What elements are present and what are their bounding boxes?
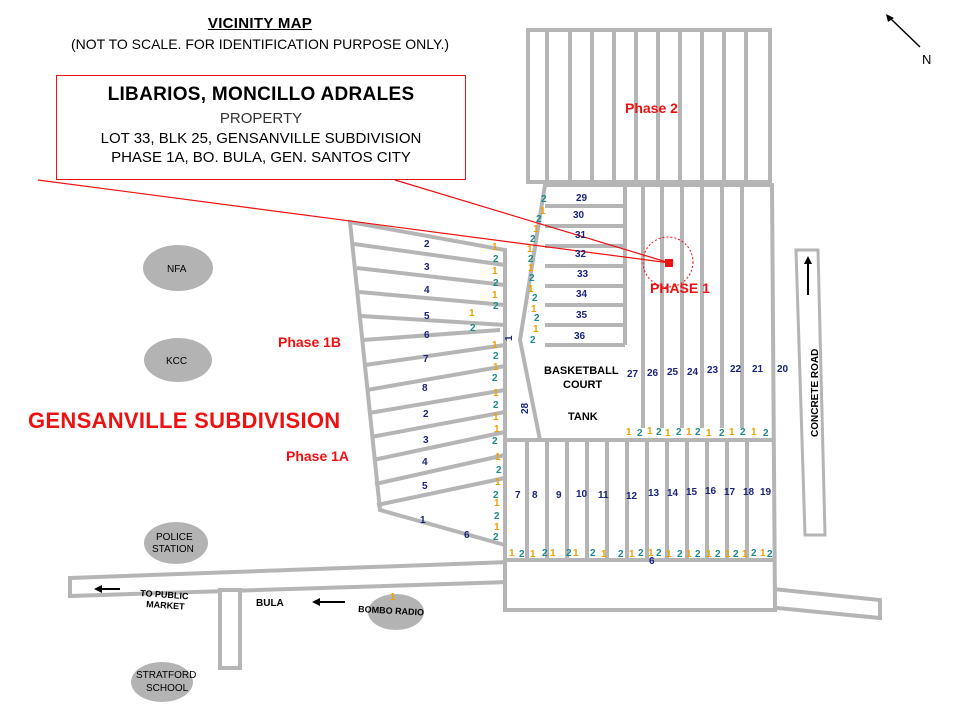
bombo-radio-label: BOMBO RADIO	[357, 604, 425, 618]
sublot-marker: 1	[550, 548, 556, 559]
sublot-marker: 2	[496, 465, 502, 476]
subdivision-label: GENSANVILLE SUBDIVISION	[28, 408, 341, 433]
sublot-marker: 1	[495, 477, 501, 488]
lot-number: 27	[627, 369, 639, 380]
stratford-school-marker	[131, 662, 193, 702]
sublot-marker: 2	[519, 549, 525, 560]
sublot-marker: 2	[470, 323, 476, 334]
phase-address: PHASE 1A, BO. BULA, GEN. SANTOS CITY	[111, 149, 411, 166]
sublot-marker: 2	[656, 427, 662, 438]
lot-number: 2	[424, 239, 430, 250]
sublot-marker: 2	[493, 301, 499, 312]
lot-number: 6	[464, 530, 470, 541]
sublot-marker: 1	[725, 549, 731, 560]
sublot-marker: 2	[751, 548, 757, 559]
sublot-marker: 1	[493, 388, 499, 399]
sublot-marker: 1	[729, 427, 735, 438]
lot-number: 11	[598, 490, 609, 501]
bula-label: BULA	[256, 598, 284, 609]
lot-number: 5	[422, 481, 428, 492]
sublot-marker: 1	[626, 427, 632, 438]
kcc-label: KCC	[166, 356, 188, 367]
property-callout-box	[56, 75, 466, 180]
sublot-marker: 1	[494, 498, 500, 509]
sublot-marker: 1	[509, 548, 515, 559]
phase-1a-label: Phase 1A	[286, 448, 350, 464]
sublot-marker: 2	[590, 548, 596, 559]
sublot-marker: 2	[536, 214, 542, 225]
lot-number: 34	[576, 289, 588, 300]
sublot-marker: 1	[494, 522, 500, 533]
sublot-marker: 1	[629, 549, 635, 560]
sublot-marker: 2	[715, 549, 721, 560]
sublot-marker: 2	[528, 254, 534, 265]
lot-number: 17	[724, 487, 736, 498]
lot-number: 25	[667, 367, 679, 378]
sublot-marker: 2	[566, 548, 572, 559]
sublot-marker: 1	[492, 340, 498, 351]
public-market-label-line1: TO PUBLIC	[139, 588, 189, 602]
lot-description: LOT 33, BLK 25, GENSANVILLE SUBDIVISION	[100, 130, 422, 147]
sublot-marker: 2	[763, 428, 769, 439]
sublot-marker: 1	[686, 427, 692, 438]
sublot-marker: 2	[529, 273, 535, 284]
lot-number: 3	[424, 262, 430, 273]
sublot-marker: 2	[719, 428, 725, 439]
sublot-marker: 2	[493, 254, 499, 265]
sublot-marker: 2	[638, 548, 644, 559]
stratford-label-line2: SCHOOL	[146, 683, 189, 694]
sublot-marker: 2	[493, 490, 499, 501]
sublot-marker: 1	[528, 263, 534, 274]
sublot-marker: 1	[666, 549, 672, 560]
sublot-marker: 1	[493, 412, 499, 423]
lot-number: 14	[667, 488, 679, 499]
sublot-marker: 2	[695, 427, 701, 438]
sublot-marker: 2	[733, 549, 739, 560]
sublot-marker: 1	[601, 549, 607, 560]
sublot-marker: 2	[740, 427, 746, 438]
sublot-marker: 2	[493, 351, 499, 362]
lot-number: 18	[743, 487, 755, 498]
lot-number: 33	[577, 269, 589, 280]
sublot-marker: 1	[493, 362, 499, 373]
lot-number: 28	[520, 402, 531, 414]
lot-number: 1	[420, 515, 426, 526]
sublot-marker: 2	[492, 436, 498, 447]
lot-number: 2	[423, 409, 429, 420]
lot-number: 6	[424, 330, 430, 341]
nfa-label: NFA	[167, 264, 187, 275]
sublot-marker: 1	[531, 304, 537, 315]
property-label: PROPERTY	[219, 110, 303, 127]
sublot-marker: 2	[767, 549, 773, 560]
map-subtitle: (NOT TO SCALE. FOR IDENTIFICATION PURPOSE ONLY.)	[70, 36, 450, 52]
public-market-label-line2: MARKET	[145, 599, 185, 612]
lot-number: 5	[424, 311, 430, 322]
sublot-marker: 1	[665, 428, 671, 439]
lot-number: 22	[730, 364, 742, 375]
school-road	[220, 590, 240, 668]
lot-number: 6	[649, 556, 655, 567]
sublot-marker: 2	[493, 278, 499, 289]
lot-number: 9	[556, 490, 562, 501]
lot-number: 8	[532, 490, 538, 501]
lot-number: 13	[648, 488, 660, 499]
sublot-marker: 1	[527, 244, 533, 255]
sublot-marker: 2	[534, 313, 540, 324]
sublot-marker: 1	[533, 324, 539, 335]
sublot-marker: 1	[492, 266, 498, 277]
sublot-marker: 2	[493, 400, 499, 411]
sublot-marker: 1	[686, 549, 692, 560]
lot-number: 4	[424, 285, 430, 296]
lot-number: 30	[573, 210, 585, 221]
sublot-marker: 2	[541, 194, 547, 205]
sublot-marker: 1	[528, 284, 534, 295]
north-arrow-shaft	[890, 18, 920, 47]
bula-arrow-head	[312, 598, 320, 606]
sublot-marker: 2	[530, 335, 536, 346]
lot-number: 35	[576, 310, 588, 321]
sublot-marker: 1	[648, 548, 654, 559]
sublot-marker: 1	[533, 224, 539, 235]
police-station-marker	[144, 522, 208, 564]
phase-2-label: Phase 2	[625, 100, 678, 116]
sublot-marker: 2	[637, 428, 643, 439]
sublot-marker: 1	[573, 548, 579, 559]
north-label: N	[922, 52, 932, 67]
lot-number: 23	[707, 365, 719, 376]
sublot-marker: 2	[542, 548, 548, 559]
police-label-line2: STATION	[152, 544, 194, 555]
sublot-marker: 2	[492, 373, 498, 384]
phase-1b-label: Phase 1B	[278, 334, 342, 350]
sublot-marker: 1	[530, 549, 536, 560]
basketball-label-line1: BASKETBALL	[544, 365, 619, 377]
lot-number: 10	[576, 489, 588, 500]
lot-number: 16	[705, 486, 717, 497]
lot-number: 19	[760, 487, 772, 498]
property-marker	[665, 259, 673, 267]
sublot-marker: 1	[469, 308, 475, 319]
sublot-marker: 1	[492, 242, 498, 253]
lot-number: 24	[687, 367, 699, 378]
sublot-marker: 1	[706, 549, 712, 560]
concrete-road-label: CONCRETE ROAD	[810, 348, 821, 437]
lot-number: 15	[686, 487, 698, 498]
lot-number: 12	[626, 491, 638, 502]
lot-number: 32	[575, 249, 587, 260]
sublot-marker: 2	[494, 511, 500, 522]
sublot-marker: 2	[656, 548, 662, 559]
phase-1-label: PHASE 1	[650, 280, 710, 296]
lot-number: 20	[777, 364, 789, 375]
lot-number: 21	[752, 364, 764, 375]
police-label-line1: POLICE	[156, 532, 193, 543]
sublot-marker: 1	[706, 428, 712, 439]
sublot-marker: 2	[532, 293, 538, 304]
sublot-marker: 1	[492, 290, 498, 301]
sublot-marker: 1	[495, 452, 501, 463]
lot-number: 29	[576, 193, 588, 204]
sublot-marker: 1	[647, 426, 653, 437]
map-title: VICINITY MAP	[207, 15, 313, 32]
lot-number: 36	[574, 331, 586, 342]
lot-number: 8	[422, 383, 428, 394]
basketball-label-line2: COURT	[563, 379, 603, 391]
sublot-marker: 1	[760, 548, 766, 559]
sublot-marker: 2	[677, 549, 683, 560]
owner-name: LIBARIOS, MONCILLO ADRALES	[107, 84, 415, 105]
sublot-marker: 1	[494, 424, 500, 435]
lot-number: 3	[423, 435, 429, 446]
tank-label: TANK	[568, 411, 598, 423]
sublot-marker: 2	[530, 234, 536, 245]
sublot-marker: 2	[618, 549, 624, 560]
lot-number: 26	[647, 368, 659, 379]
stratford-label-line1: STRATFORD	[136, 670, 197, 681]
sublot-marker: 2	[493, 532, 499, 543]
lot-number: 31	[575, 230, 587, 241]
sublot-marker: 1	[742, 549, 748, 560]
lot-number: 7	[515, 490, 521, 501]
sublot-marker: 1	[390, 592, 396, 603]
lot-number: 4	[422, 457, 428, 468]
lot-number: 1	[504, 335, 515, 341]
sublot-marker: 2	[695, 549, 701, 560]
sublot-marker: 1	[751, 427, 757, 438]
sublot-marker: 1	[540, 206, 546, 217]
lot-number: 7	[423, 354, 429, 365]
sublot-marker: 2	[676, 427, 682, 438]
